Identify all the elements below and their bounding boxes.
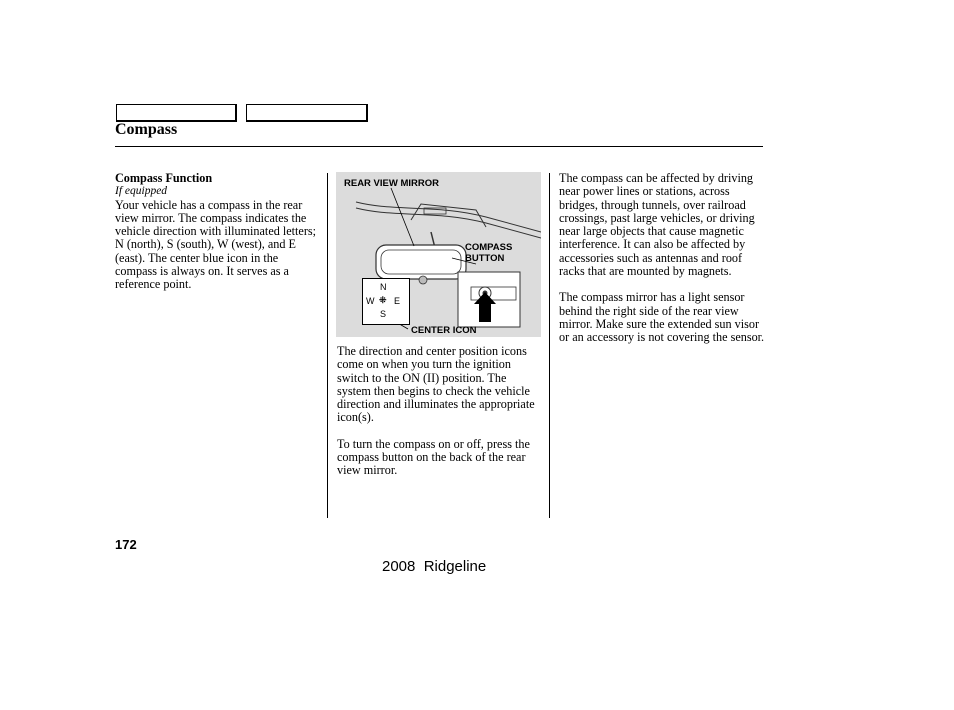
title-divider [115, 146, 763, 147]
section-subheading: Compass Function [115, 171, 213, 185]
right-para-2: The compass mirror has a light sensor behind the right side of the rear view mirror. Make sure the extended sun visor or an accessory is not covering the sensor. [559, 290, 765, 345]
equipment-note: If equipped [115, 185, 168, 198]
compass-letter-w: W [366, 296, 375, 306]
page-title: Compass [115, 121, 178, 138]
label-compass-button-line2: BUTTON [465, 253, 505, 264]
middle-para-1: The direction and center position icons come on when you turn the ignition switch to the ON (II) position. The system then begins to check the vehicle direction and illuminates the appropriate icon(s). [337, 344, 535, 425]
right-para-1: The compass can be affected by driving near power lines or stations, across bridges, through tunnels, over railroad crossings, past large vehicles, or driving near large objects that cause magnetic interference. It can also be affected by accessories such as antennas and roof racks that are mounted by magnets. [559, 171, 755, 279]
middle-column [337, 345, 542, 478]
compass-letter-e: E [394, 296, 401, 306]
nav-tab-main-menu[interactable] [116, 104, 237, 122]
left-column [115, 172, 320, 292]
column-divider-right [549, 173, 550, 518]
right-column [559, 172, 765, 345]
label-compass-button-line1: COMPASS [465, 242, 513, 253]
compass-display-inset [362, 278, 410, 325]
compass-letter-n: N [380, 282, 387, 292]
label-center-icon: CENTER ICON [411, 325, 477, 336]
middle-para-2: To turn the compass on or off, press the compass button on the back of the rear view mirror. [337, 436, 530, 478]
column-divider-left [327, 173, 328, 518]
label-rear-view-mirror: REAR VIEW MIRROR [344, 178, 439, 189]
compass-center-icon: ⁜ [379, 295, 387, 305]
page-number: 172 [115, 537, 137, 552]
left-body-text: Your vehicle has a compass in the rear view mirror. The compass indicates the vehicle direction with illuminated letters; N (north), S (south), W (west), and E (east). The center blue icon in the compass is always on. It serves as a reference point. [115, 197, 317, 292]
compass-letter-s: S [380, 309, 387, 319]
footer-model: 2008 Ridgeline [382, 558, 487, 575]
nav-tab-index[interactable] [246, 104, 368, 122]
